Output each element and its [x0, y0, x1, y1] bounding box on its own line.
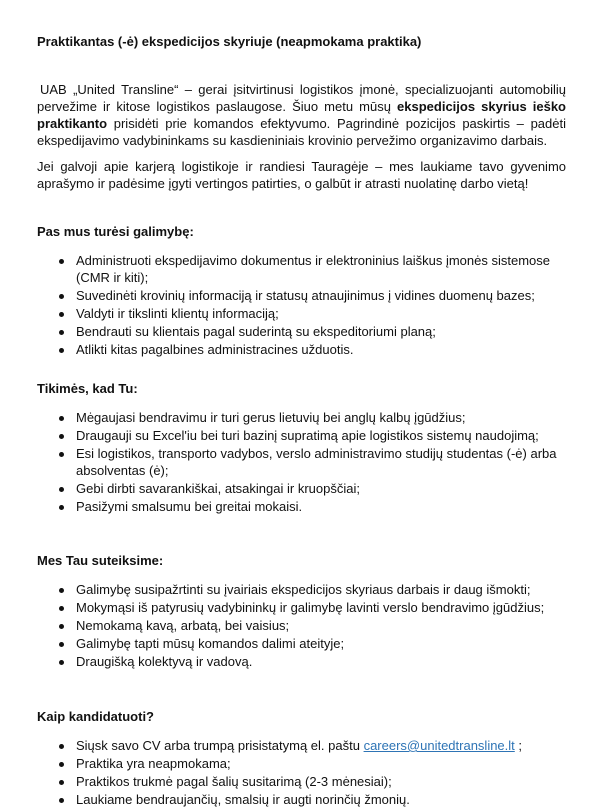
list-item-text: Laukiame bendraujančių, smalsių ir augti norinčių žmonių.	[76, 792, 410, 807]
intro-bold-text: ekspedicijos skyrius ieško praktikanto	[37, 99, 566, 131]
list-item	[76, 287, 566, 304]
bullet-icon	[59, 744, 64, 749]
list-item-text: Administruoti ekspedijavimo dokumentus ir elektroninius laiškus įmonės sistemose (CMR ir kiti);	[76, 253, 550, 285]
list-item-text: Galimybę susipažrtinti su įvairiais ekspedicijos skyriaus darbais ir daug išmokti;	[76, 582, 531, 597]
apply-list	[37, 737, 566, 808]
bullet-icon	[59, 762, 64, 767]
list-item	[76, 409, 566, 426]
list-item-text: Esi logistikos, transporto vadybos, verslo administravimo studijų studentas (-ė) arba absolventas (ė);	[76, 446, 557, 478]
expectations-list	[37, 409, 566, 515]
list-item-text: Atlikti kitas pagalbines administracines užduotis.	[76, 342, 354, 357]
list-item	[76, 755, 566, 772]
section-heading-expectations: Tikimės, kad Tu:	[37, 381, 138, 396]
list-item	[76, 599, 566, 616]
apply-text-prefix: Siųsk savo CV arba trumpą prisistatymą el. paštu	[76, 738, 364, 753]
bullet-icon	[59, 434, 64, 439]
list-item	[76, 498, 566, 515]
list-item	[76, 773, 566, 790]
list-item-text: Suvedinėti krovinių informaciją ir statusų atnaujinimus į vidines duomenų bazes;	[76, 288, 535, 303]
opportunities-list	[37, 252, 566, 358]
list-item	[76, 252, 566, 286]
list-item	[76, 653, 566, 670]
section-heading-benefits: Mes Tau suteiksime:	[37, 553, 164, 568]
intro-text-part2: prisidėti prie komandos efektyvumo. Pagrindinė pozicijos paskirtis – padėti ekspedijavimo vadybininkams su kasdieniniais krovinio pervežimo organizavimo darbais.	[37, 116, 566, 148]
list-item-text: Valdyti ir tikslinti klientų informaciją;	[76, 306, 279, 321]
bullet-icon	[59, 505, 64, 510]
careers-email-link[interactable]: careers@unitedtransline.lt	[363, 738, 515, 753]
list-item	[76, 427, 566, 444]
list-item	[76, 323, 566, 340]
bullet-icon	[59, 294, 64, 299]
benefits-list	[37, 581, 566, 670]
bullet-icon	[59, 624, 64, 629]
bullet-icon	[59, 348, 64, 353]
list-item-text: Draugišką kolektyvą ir vadovą.	[76, 654, 253, 669]
list-item-text: Galimybę tapti mūsų komandos dalimi ateityje;	[76, 636, 345, 651]
list-item-text: Draugauji su Excel'iu bei turi bazinį supratimą apie logistikos sistemų naudojimą;	[76, 428, 539, 443]
list-item-text: Mokymąsi iš patyrusių vadybininkų ir galimybę lavinti verslo bendravimo įgūdžius;	[76, 600, 545, 615]
list-item-text: Praktikos trukmė pagal šalių susitarimą (2-3 mėnesiai);	[76, 774, 392, 789]
bullet-icon	[59, 588, 64, 593]
list-item-text: Bendrauti su klientais pagal suderintą su ekspeditoriumi planą;	[76, 324, 436, 339]
list-item	[76, 305, 566, 322]
bullet-icon	[59, 606, 64, 611]
bullet-icon	[59, 330, 64, 335]
list-item-text: Nemokamą kavą, arbatą, bei vaisius;	[76, 618, 290, 633]
bullet-icon	[59, 798, 64, 803]
apply-text-suffix: ;	[514, 738, 523, 753]
list-item	[76, 791, 566, 808]
intro-paragraph	[37, 81, 566, 149]
bullet-icon	[59, 259, 64, 264]
list-item	[76, 581, 566, 598]
list-item	[76, 341, 566, 358]
bullet-icon	[59, 487, 64, 492]
list-item	[76, 480, 566, 497]
intro-second-paragraph: Jei galvoji apie karjerą logistikoje ir randiesi Tauragėje – mes laukiame tavo gyvenimo aprašymo ir padėsime įgyti vertingos patirties, o galbūt ir atrasti nuolatinę darbo vietą!	[37, 159, 566, 191]
bullet-icon	[59, 416, 64, 421]
bullet-icon	[59, 452, 64, 457]
list-item	[76, 635, 566, 652]
bullet-icon	[59, 642, 64, 647]
section-heading-opportunities: Pas mus turėsi galimybę:	[37, 224, 194, 239]
list-item-text: Pasižymi smalsumu bei greitai mokaisi.	[76, 499, 303, 514]
list-item	[76, 737, 566, 754]
page-title: Praktikantas (-ė) ekspedicijos skyriuje (neapmokama praktika)	[37, 34, 422, 49]
list-item-text: Praktika yra neapmokama;	[76, 756, 231, 771]
list-item	[76, 445, 566, 479]
bullet-icon	[59, 660, 64, 665]
list-item	[76, 617, 566, 634]
intro-text-part1: UAB „United Transline“ – gerai įsitvirtinusi logistikos įmonė, specializuojanti automobilių pervežime ir kitose logistikos paslaugose. Šiuo metu mūsų	[37, 82, 566, 114]
list-item-text: Mėgaujasi bendravimu ir turi gerus lietuvių bei anglų kalbų įgūdžius;	[76, 410, 466, 425]
bullet-icon	[59, 312, 64, 317]
list-item-text: Gebi dirbti savarankiškai, atsakingai ir kruopščiai;	[76, 481, 360, 496]
section-heading-how-to-apply: Kaip kandidatuoti?	[37, 709, 154, 724]
